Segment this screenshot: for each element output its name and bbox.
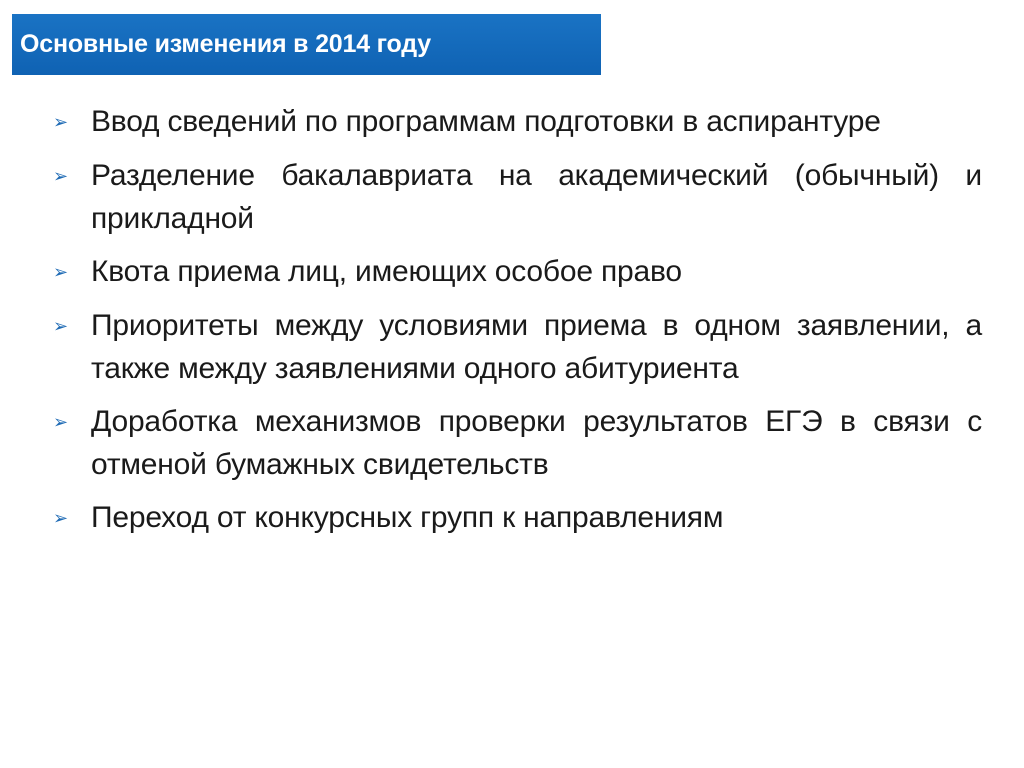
list-item	[50, 154, 982, 240]
arrow-bullet-icon: ➢	[53, 112, 69, 132]
arrow-bullet-icon: ➢	[53, 262, 69, 282]
list-item-text: Доработка механизмов проверки результатов ЕГЭ в связи с отменой бумажных свидетельств	[91, 405, 982, 481]
list-item-text: Переход от конкурсных групп к направлениям	[91, 501, 724, 534]
title-bar	[12, 14, 601, 75]
list-item	[50, 304, 982, 390]
arrow-bullet-icon: ➢	[53, 508, 69, 528]
list-item	[50, 400, 982, 486]
list-item-text: Ввод сведений по программам подготовки в аспирантуре	[91, 105, 881, 138]
list-item-text: Приоритеты между условиями приема в одном заявлении, а также между заявлениями одного абитуриента	[91, 309, 982, 385]
list-item	[50, 100, 982, 144]
list-item	[50, 496, 982, 540]
arrow-bullet-icon: ➢	[53, 412, 69, 432]
list-item	[50, 250, 982, 294]
arrow-bullet-icon: ➢	[53, 316, 69, 336]
slide-title: Основные изменения в 2014 году	[20, 30, 431, 58]
list-item-text: Квота приема лиц, имеющих особое право	[91, 255, 682, 288]
bullet-list	[50, 100, 982, 550]
list-item-text: Разделение бакалавриата на академический (обычный) и прикладной	[91, 159, 982, 235]
arrow-bullet-icon: ➢	[53, 166, 69, 186]
